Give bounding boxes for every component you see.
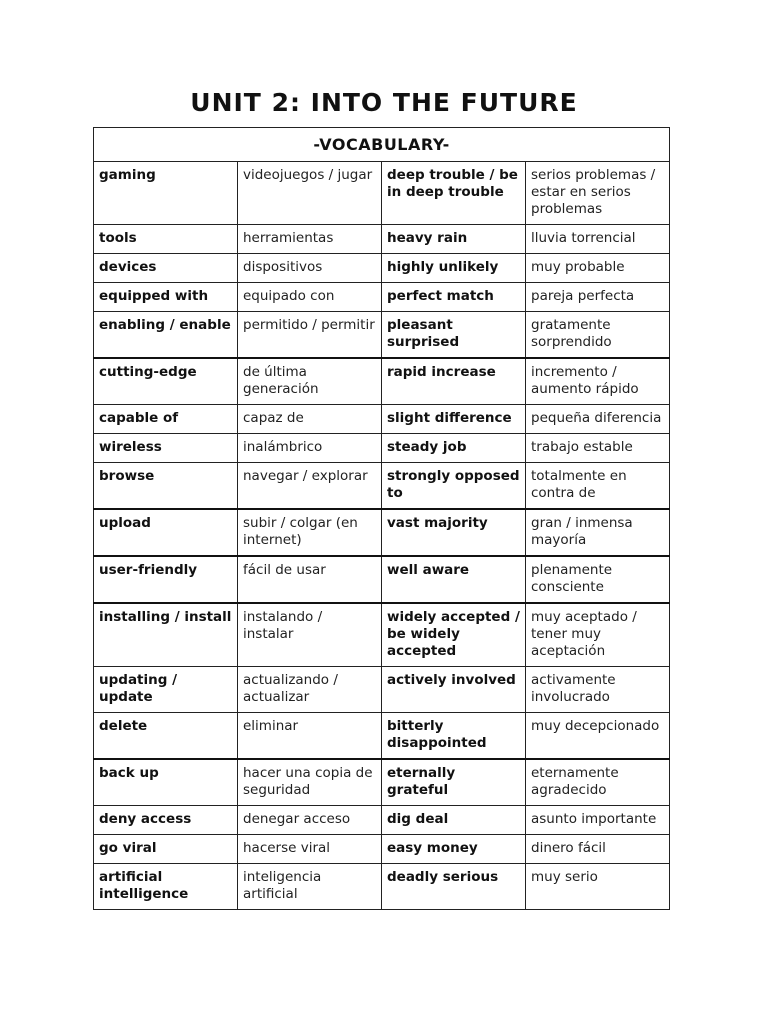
- spanish-translation: dinero fácil: [526, 835, 670, 864]
- spanish-translation: eliminar: [238, 713, 382, 760]
- english-term: cutting-edge: [94, 358, 238, 405]
- english-term: pleasant surprised: [382, 312, 526, 359]
- table-row: [94, 556, 670, 603]
- table-row: [94, 864, 670, 910]
- vocabulary-table: [93, 127, 670, 910]
- spanish-translation: muy probable: [526, 254, 670, 283]
- spanish-translation: instalando / instalar: [238, 603, 382, 667]
- english-term: installing / install: [94, 603, 238, 667]
- table-row: [94, 603, 670, 667]
- spanish-translation: asunto importante: [526, 806, 670, 835]
- english-term: user-friendly: [94, 556, 238, 603]
- spanish-translation: hacerse viral: [238, 835, 382, 864]
- table-row: [94, 434, 670, 463]
- table-row: [94, 835, 670, 864]
- english-term: vast majority: [382, 509, 526, 556]
- table-row: [94, 667, 670, 713]
- english-term: dig deal: [382, 806, 526, 835]
- english-term: actively involved: [382, 667, 526, 713]
- table-row: [94, 713, 670, 760]
- english-term: deny access: [94, 806, 238, 835]
- spanish-translation: de última generación: [238, 358, 382, 405]
- spanish-translation: pequeña diferencia: [526, 405, 670, 434]
- english-term: wireless: [94, 434, 238, 463]
- spanish-translation: plenamente consciente: [526, 556, 670, 603]
- spanish-translation: equipado con: [238, 283, 382, 312]
- table-row: [94, 509, 670, 556]
- spanish-translation: navegar / explorar: [238, 463, 382, 510]
- spanish-translation: trabajo estable: [526, 434, 670, 463]
- english-term: easy money: [382, 835, 526, 864]
- english-term: strongly opposed to: [382, 463, 526, 510]
- table-row: [94, 254, 670, 283]
- table-row: [94, 225, 670, 254]
- section-heading: -VOCABULARY-: [94, 128, 670, 162]
- english-term: heavy rain: [382, 225, 526, 254]
- english-term: well aware: [382, 556, 526, 603]
- spanish-translation: serios problemas / estar en serios problemas: [526, 162, 670, 225]
- table-row: [94, 759, 670, 806]
- spanish-translation: subir / colgar (en internet): [238, 509, 382, 556]
- table-header-row: [94, 128, 670, 162]
- spanish-translation: dispositivos: [238, 254, 382, 283]
- table-row: [94, 283, 670, 312]
- spanish-translation: gratamente sorprendido: [526, 312, 670, 359]
- spanish-translation: videojuegos / jugar: [238, 162, 382, 225]
- english-term: enabling / enable: [94, 312, 238, 359]
- english-term: upload: [94, 509, 238, 556]
- english-term: back up: [94, 759, 238, 806]
- table-row: [94, 312, 670, 359]
- english-term: eternally grateful: [382, 759, 526, 806]
- spanish-translation: herramientas: [238, 225, 382, 254]
- spanish-translation: muy aceptado / tener muy aceptación: [526, 603, 670, 667]
- spanish-translation: fácil de usar: [238, 556, 382, 603]
- english-term: highly unlikely: [382, 254, 526, 283]
- english-term: slight difference: [382, 405, 526, 434]
- english-term: delete: [94, 713, 238, 760]
- english-term: gaming: [94, 162, 238, 225]
- english-term: deadly serious: [382, 864, 526, 910]
- spanish-translation: activamente involucrado: [526, 667, 670, 713]
- english-term: updating / update: [94, 667, 238, 713]
- spanish-translation: capaz de: [238, 405, 382, 434]
- spanish-translation: inalámbrico: [238, 434, 382, 463]
- english-term: browse: [94, 463, 238, 510]
- table-row: [94, 806, 670, 835]
- english-term: devices: [94, 254, 238, 283]
- table-row: [94, 405, 670, 434]
- english-term: rapid increase: [382, 358, 526, 405]
- english-term: widely accepted / be widely accepted: [382, 603, 526, 667]
- english-term: equipped with: [94, 283, 238, 312]
- english-term: perfect match: [382, 283, 526, 312]
- spanish-translation: totalmente en contra de: [526, 463, 670, 510]
- spanish-translation: denegar acceso: [238, 806, 382, 835]
- spanish-translation: lluvia torrencial: [526, 225, 670, 254]
- spanish-translation: actualizando / actualizar: [238, 667, 382, 713]
- table-row: [94, 463, 670, 510]
- english-term: tools: [94, 225, 238, 254]
- english-term: go viral: [94, 835, 238, 864]
- spanish-translation: permitido / permitir: [238, 312, 382, 359]
- spanish-translation: pareja perfecta: [526, 283, 670, 312]
- spanish-translation: incremento / aumento rápido: [526, 358, 670, 405]
- english-term: capable of: [94, 405, 238, 434]
- spanish-translation: gran / inmensa mayoría: [526, 509, 670, 556]
- spanish-translation: muy serio: [526, 864, 670, 910]
- spanish-translation: inteligencia artificial: [238, 864, 382, 910]
- table-row: [94, 358, 670, 405]
- english-term: artificial intelligence: [94, 864, 238, 910]
- spanish-translation: hacer una copia de seguridad: [238, 759, 382, 806]
- english-term: deep trouble / be in deep trouble: [382, 162, 526, 225]
- spanish-translation: eternamente agradecido: [526, 759, 670, 806]
- vocabulary-rows: [94, 162, 670, 910]
- english-term: bitterly disappointed: [382, 713, 526, 760]
- english-term: steady job: [382, 434, 526, 463]
- spanish-translation: muy decepcionado: [526, 713, 670, 760]
- table-row: [94, 162, 670, 225]
- page-title: UNIT 2: INTO THE FUTURE: [190, 88, 578, 117]
